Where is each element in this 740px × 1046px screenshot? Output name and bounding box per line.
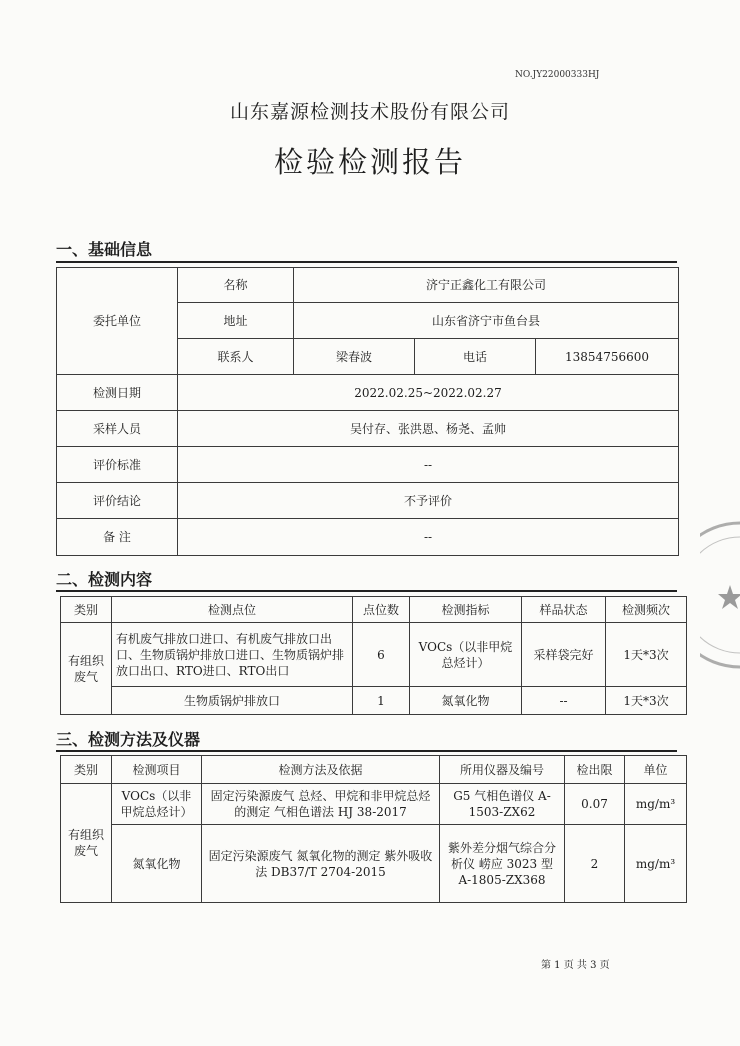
address-label: 地址 xyxy=(178,303,294,339)
test-points-cell: 生物质锅炉排放口 xyxy=(112,687,353,715)
section-divider xyxy=(56,750,677,752)
table-header: 样品状态 xyxy=(522,597,606,623)
section-basic-info-heading: 一、基础信息 xyxy=(56,240,153,259)
unit-cell: mg/m³ xyxy=(625,784,687,825)
table-header: 单位 xyxy=(625,756,687,784)
conclusion-value: 不予评价 xyxy=(178,483,679,519)
methods-table xyxy=(60,755,687,903)
detection-limit-cell: 0.07 xyxy=(565,784,625,825)
sampler-label: 采样人员 xyxy=(57,411,178,447)
contact-value: 梁春波 xyxy=(294,339,415,375)
name-label: 名称 xyxy=(178,268,294,303)
test-item-cell: VOCs（以非甲烷总烃计） xyxy=(112,784,202,825)
table-header: 类别 xyxy=(61,756,112,784)
instrument-cell: G5 气相色谱仪 A-1503-ZX62 xyxy=(440,784,565,825)
report-number: NO.JY22000333HJ xyxy=(515,70,600,80)
address-value: 山东省济宁市鱼台县 xyxy=(294,303,679,339)
standard-label: 评价标准 xyxy=(57,447,178,483)
section-test-content-heading: 二、检测内容 xyxy=(56,570,153,589)
method-cell: 固定污染源废气 氮氧化物的测定 紫外吸收法 DB37/T 2704-2015 xyxy=(202,825,440,903)
table-header: 类别 xyxy=(61,597,112,623)
method-cell: 固定污染源废气 总烃、甲烷和非甲烷总烃的测定 气相色谱法 HJ 38-2017 xyxy=(202,784,440,825)
name-value: 济宁正鑫化工有限公司 xyxy=(294,268,679,303)
remark-label: 备 注 xyxy=(57,519,178,556)
date-value: 2022.02.25~2022.02.27 xyxy=(178,375,679,411)
contact-label: 联系人 xyxy=(178,339,294,375)
category-cell: 有组织废气 xyxy=(61,784,112,903)
table-header: 检出限 xyxy=(565,756,625,784)
client-label: 委托单位 xyxy=(57,268,178,375)
indicator-cell: VOCs（以非甲烷总烃计） xyxy=(410,623,522,687)
phone-label: 电话 xyxy=(415,339,536,375)
table-header: 检测指标 xyxy=(410,597,522,623)
sample-state-cell: 采样袋完好 xyxy=(522,623,606,687)
test-content-table xyxy=(60,596,687,715)
table-header: 检测频次 xyxy=(606,597,687,623)
section-divider xyxy=(56,261,677,263)
conclusion-label: 评价结论 xyxy=(57,483,178,519)
phone-value: 13854756600 xyxy=(536,339,679,375)
company-name: 山东嘉源检测技术股份有限公司 xyxy=(229,101,510,123)
sample-state-cell: -- xyxy=(522,687,606,715)
sampler-value: 吴付存、张洪恩、杨尧、孟帅 xyxy=(178,411,679,447)
test-item-cell: 氮氧化物 xyxy=(112,825,202,903)
frequency-cell: 1天*3次 xyxy=(606,687,687,715)
table-header: 点位数 xyxy=(353,597,410,623)
test-points-cell: 有机废气排放口进口、有机废气排放口出口、生物质锅炉排放口进口、生物质锅炉排放口出口、RTO进口、RTO出口 xyxy=(112,623,353,687)
section-methods-heading: 三、检测方法及仪器 xyxy=(56,730,201,749)
frequency-cell: 1天*3次 xyxy=(606,623,687,687)
unit-cell: mg/m³ xyxy=(625,825,687,903)
table-header: 所用仪器及编号 xyxy=(440,756,565,784)
detection-limit-cell: 2 xyxy=(565,825,625,903)
indicator-cell: 氮氧化物 xyxy=(410,687,522,715)
point-count-cell: 1 xyxy=(353,687,410,715)
category-cell: 有组织废气 xyxy=(61,623,112,715)
page-number: 第 1 页 共 3 页 xyxy=(541,960,610,971)
table-header: 检测方法及依据 xyxy=(202,756,440,784)
table-header: 检测项目 xyxy=(112,756,202,784)
section-divider xyxy=(56,590,677,592)
seal-stamp xyxy=(700,515,740,675)
point-count-cell: 6 xyxy=(353,623,410,687)
basic-info-table xyxy=(56,267,679,556)
date-label: 检测日期 xyxy=(57,375,178,411)
report-title: 检验检测报告 xyxy=(273,145,466,179)
instrument-cell: 紫外差分烟气综合分析仪 崂应 3023 型 A-1805-ZX368 xyxy=(440,825,565,903)
table-header: 检测点位 xyxy=(112,597,353,623)
standard-value: -- xyxy=(178,447,679,483)
remark-value: -- xyxy=(178,519,679,556)
